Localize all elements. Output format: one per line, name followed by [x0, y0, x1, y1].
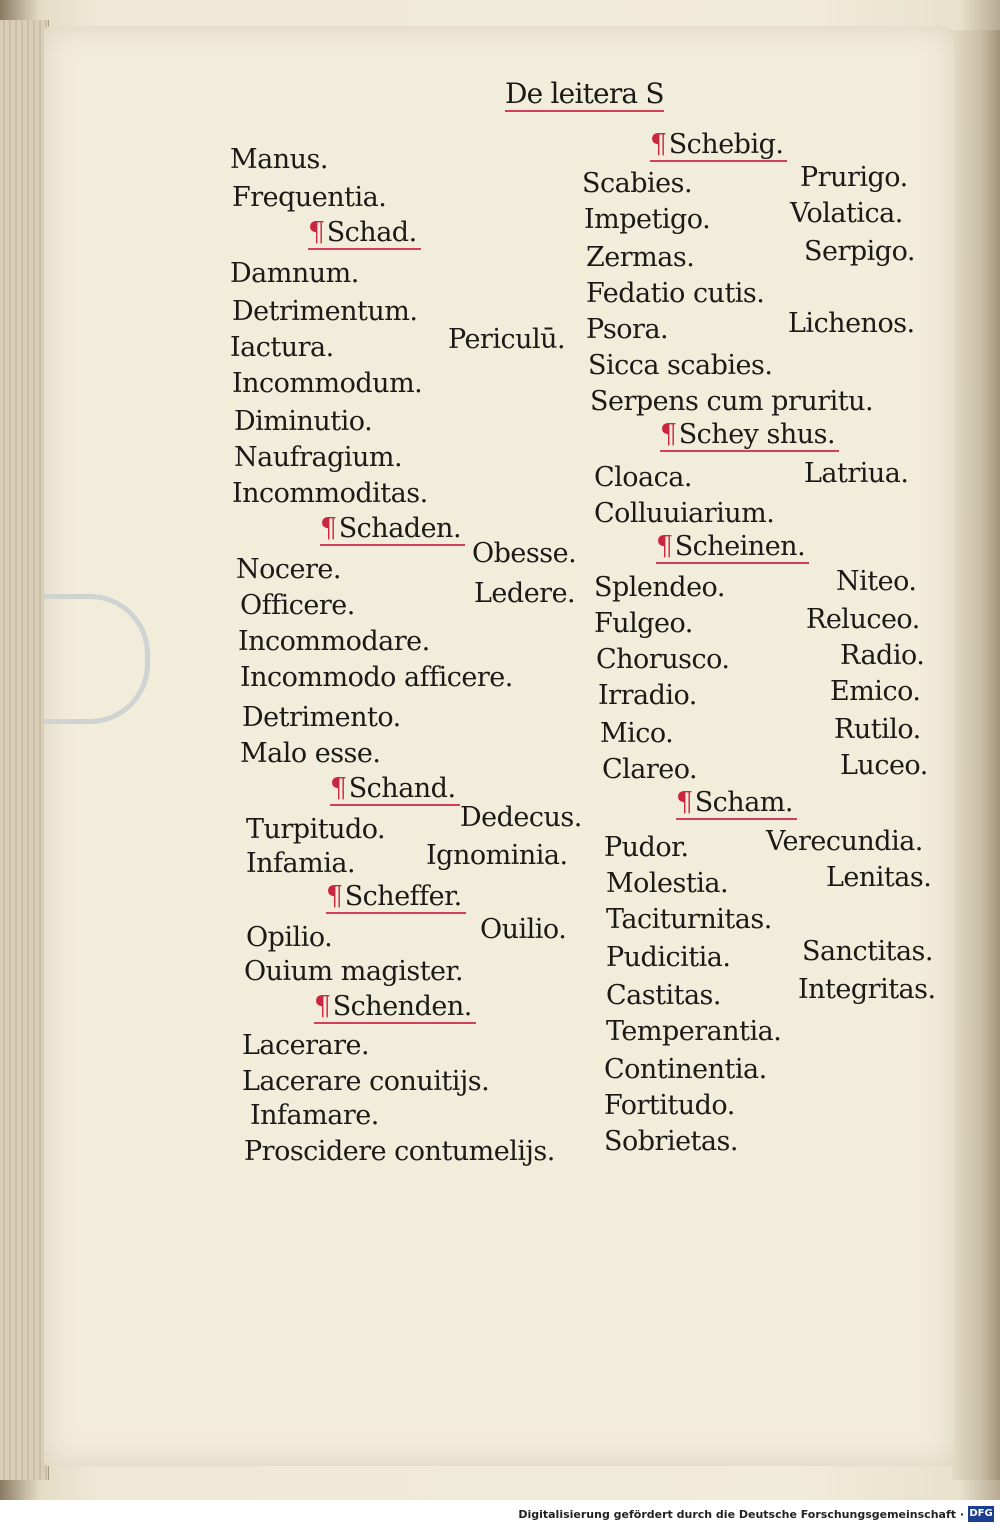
- entry: Splendeo.: [594, 572, 725, 603]
- entry: Continentia.: [604, 1054, 767, 1085]
- entry: Incommodo afficere.: [240, 662, 513, 693]
- entry: Fedatio cutis.: [586, 278, 765, 309]
- entry: Rutilo.: [834, 714, 921, 745]
- section-heading: ¶Schand.: [330, 774, 460, 806]
- section-heading: ¶Schad.: [308, 218, 421, 250]
- entry: Iactura.: [230, 332, 334, 363]
- entry: Proscidere contumelijs.: [244, 1136, 555, 1167]
- entry: Radio.: [840, 640, 925, 671]
- entry: Verecundia.: [766, 826, 923, 857]
- footer-bar: [0, 1500, 1000, 1530]
- entry: Periculū.: [448, 324, 566, 355]
- entry: Detrimentum.: [232, 296, 418, 327]
- entry: Incommodare.: [238, 626, 430, 657]
- entry: Dedecus.: [460, 802, 582, 833]
- section-heading: ¶Scham.: [676, 788, 797, 820]
- entry: Turpitudo.: [246, 814, 386, 845]
- section-heading: ¶Schenden.: [314, 992, 476, 1024]
- section-heading: ¶Schey shus.: [660, 420, 839, 452]
- entry: Serpens cum pruritu.: [590, 386, 874, 417]
- entry: Serpigo.: [804, 236, 915, 267]
- entry: Pudicitia.: [606, 942, 731, 973]
- entry: Colluuiarium.: [594, 498, 775, 529]
- entry: Irradio.: [598, 680, 697, 711]
- entry: Sicca scabies.: [588, 350, 773, 381]
- entry: Ouilio.: [480, 914, 567, 945]
- entry: Lacerare conuitijs.: [242, 1066, 490, 1097]
- entry: Temperantia.: [606, 1016, 782, 1047]
- section-heading: ¶Scheinen.: [656, 532, 809, 564]
- section-heading: ¶Scheffer.: [326, 882, 466, 914]
- footer-credit: Digitalisierung gefördert durch die Deutsche Forschungsgemeinschaft ·: [518, 1508, 964, 1521]
- entry: Lichenos.: [788, 308, 915, 339]
- entry: Lenitas.: [826, 862, 932, 893]
- page-stack-edge-right: [952, 30, 1000, 1480]
- entry: Pudor.: [604, 832, 689, 863]
- entry: Taciturnitas.: [606, 904, 772, 935]
- entry: Naufragium.: [234, 442, 403, 473]
- entry: Fortitudo.: [604, 1090, 735, 1121]
- entry: Incommoditas.: [232, 478, 428, 509]
- entry: Scabies.: [582, 168, 693, 199]
- entry: Opilio.: [246, 922, 333, 953]
- entry: Castitas.: [606, 980, 721, 1011]
- entry: Volatica.: [790, 198, 903, 229]
- entry: Impetigo.: [584, 204, 711, 235]
- entry: Damnum.: [230, 258, 359, 289]
- entry: Psora.: [586, 314, 669, 345]
- entry: Fulgeo.: [594, 608, 693, 639]
- entry: Ledere.: [474, 578, 576, 609]
- entry: Manus.: [230, 144, 328, 175]
- entry: Molestia.: [606, 868, 729, 899]
- entry: Mico.: [600, 718, 674, 749]
- entry: Infamare.: [250, 1100, 379, 1131]
- entry: Luceo.: [840, 750, 928, 781]
- dfg-logo-icon: DFG: [968, 1506, 994, 1522]
- running-head: De leitera S: [505, 77, 664, 110]
- entry: Ignominia.: [426, 840, 568, 871]
- entry: Reluceo.: [806, 604, 920, 635]
- entry: Incommodum.: [232, 368, 423, 399]
- entry: Sanctitas.: [802, 936, 933, 967]
- entry: Latriua.: [804, 458, 909, 489]
- section-heading: ¶Schaden.: [320, 514, 465, 546]
- entry: Integritas.: [798, 974, 936, 1005]
- entry: Frequentia.: [232, 182, 387, 213]
- entry: Chorusco.: [596, 644, 730, 675]
- paper-clip: [44, 594, 150, 724]
- entry: Prurigo.: [800, 162, 908, 193]
- entry: Clareo.: [602, 754, 698, 785]
- entry: Infamia.: [246, 848, 356, 879]
- entry: Zermas.: [586, 242, 695, 273]
- entry: Diminutio.: [234, 406, 373, 437]
- entry: Emico.: [830, 676, 921, 707]
- entry: Detrimento.: [242, 702, 401, 733]
- entry: Nocere.: [236, 554, 341, 585]
- entry: Niteo.: [836, 566, 917, 597]
- page-stack-edge-left: [0, 20, 49, 1480]
- entry: Malo esse.: [240, 738, 381, 769]
- entry: Sobrietas.: [604, 1126, 738, 1157]
- entry: Cloaca.: [594, 462, 692, 493]
- entry: Officere.: [240, 590, 355, 621]
- entry: Ouium magister.: [244, 956, 464, 987]
- entry: Obesse.: [472, 538, 577, 569]
- section-heading: ¶Schebig.: [650, 130, 787, 162]
- entry: Lacerare.: [242, 1030, 370, 1061]
